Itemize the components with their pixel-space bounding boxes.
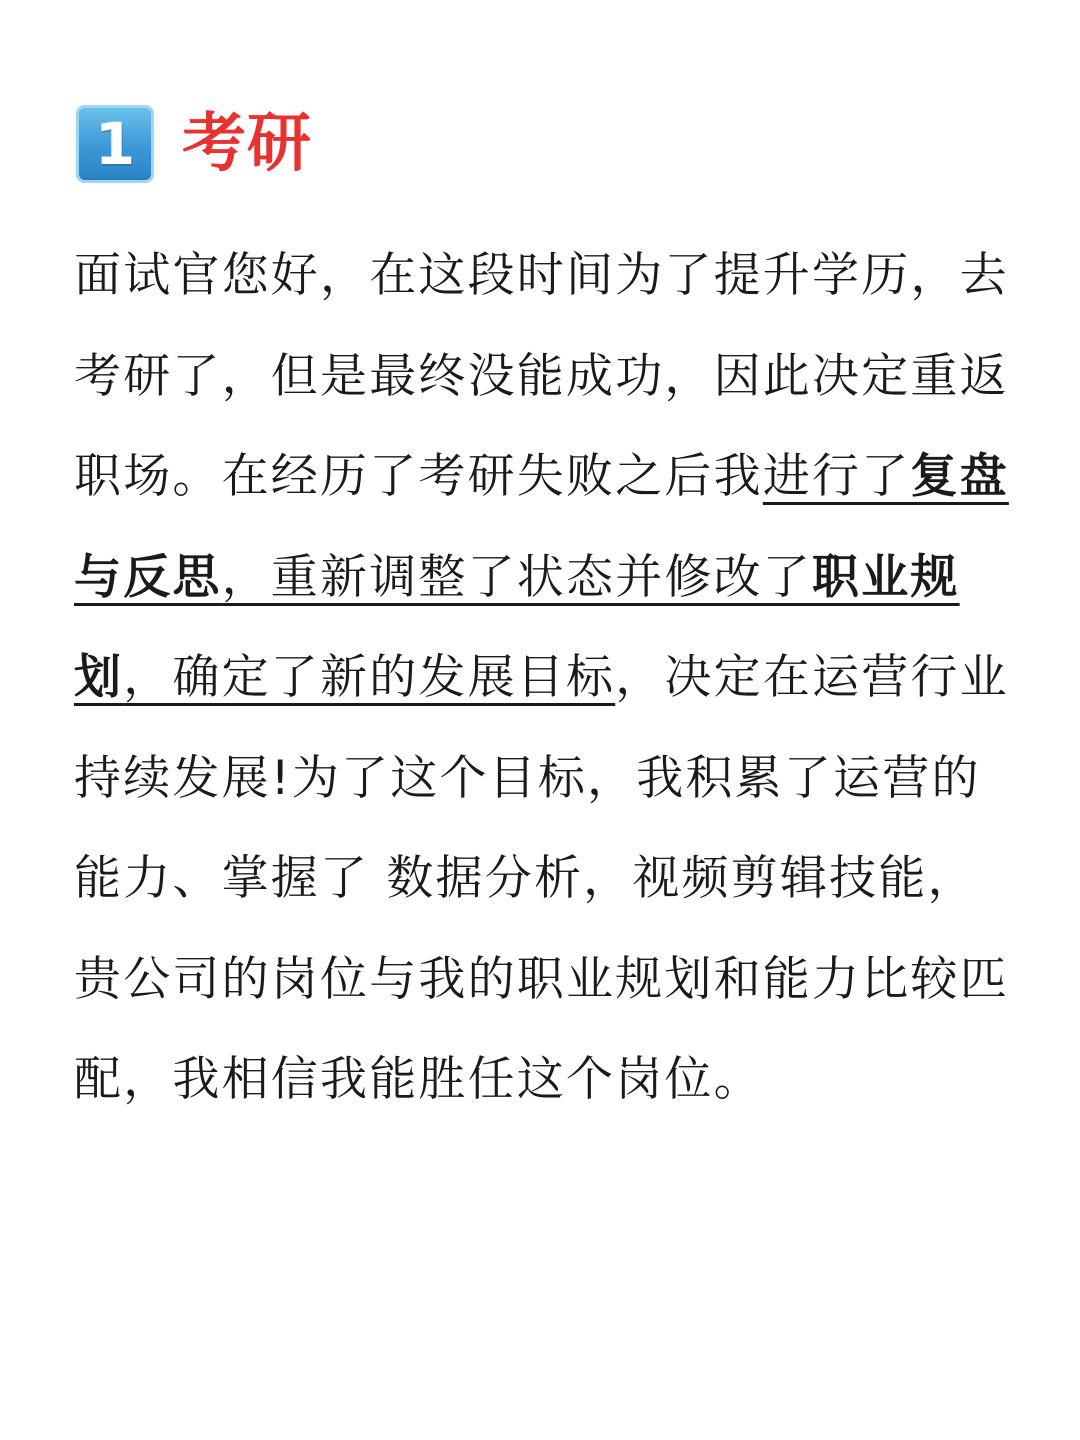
- bold-keyword-review: 复盘与反思: [74, 449, 1009, 605]
- keycap-number-one-icon: [76, 105, 154, 183]
- section-heading: [76, 104, 312, 184]
- paragraph-text-intro: 面试官您好，在这段时间为了提升学历，去考研了，但是最终没能成功，因此决定重返职场。在经历了考研失败之后我: [74, 248, 1009, 504]
- paragraph-text: ，确定了新的发展目标: [123, 650, 616, 705]
- answer-paragraph: [74, 226, 1014, 1131]
- keycap-number: 1: [94, 110, 136, 178]
- paragraph-text-conclusion: ，决定在运营行业持续发展!为了这个目标，我积累了运营的能力、掌握了 数据分析，视频剪辑技能，贵公司的岗位与我的职业规划和能力比较匹配，我相信我能胜任这个岗位。: [74, 650, 1009, 1107]
- section-title: 考研: [182, 107, 312, 181]
- bold-keyword-career-plan: 职业规划: [74, 549, 960, 705]
- paragraph-text: ，重新调整了状态并修改了: [221, 549, 813, 605]
- paragraph-text: 进行了: [762, 449, 911, 504]
